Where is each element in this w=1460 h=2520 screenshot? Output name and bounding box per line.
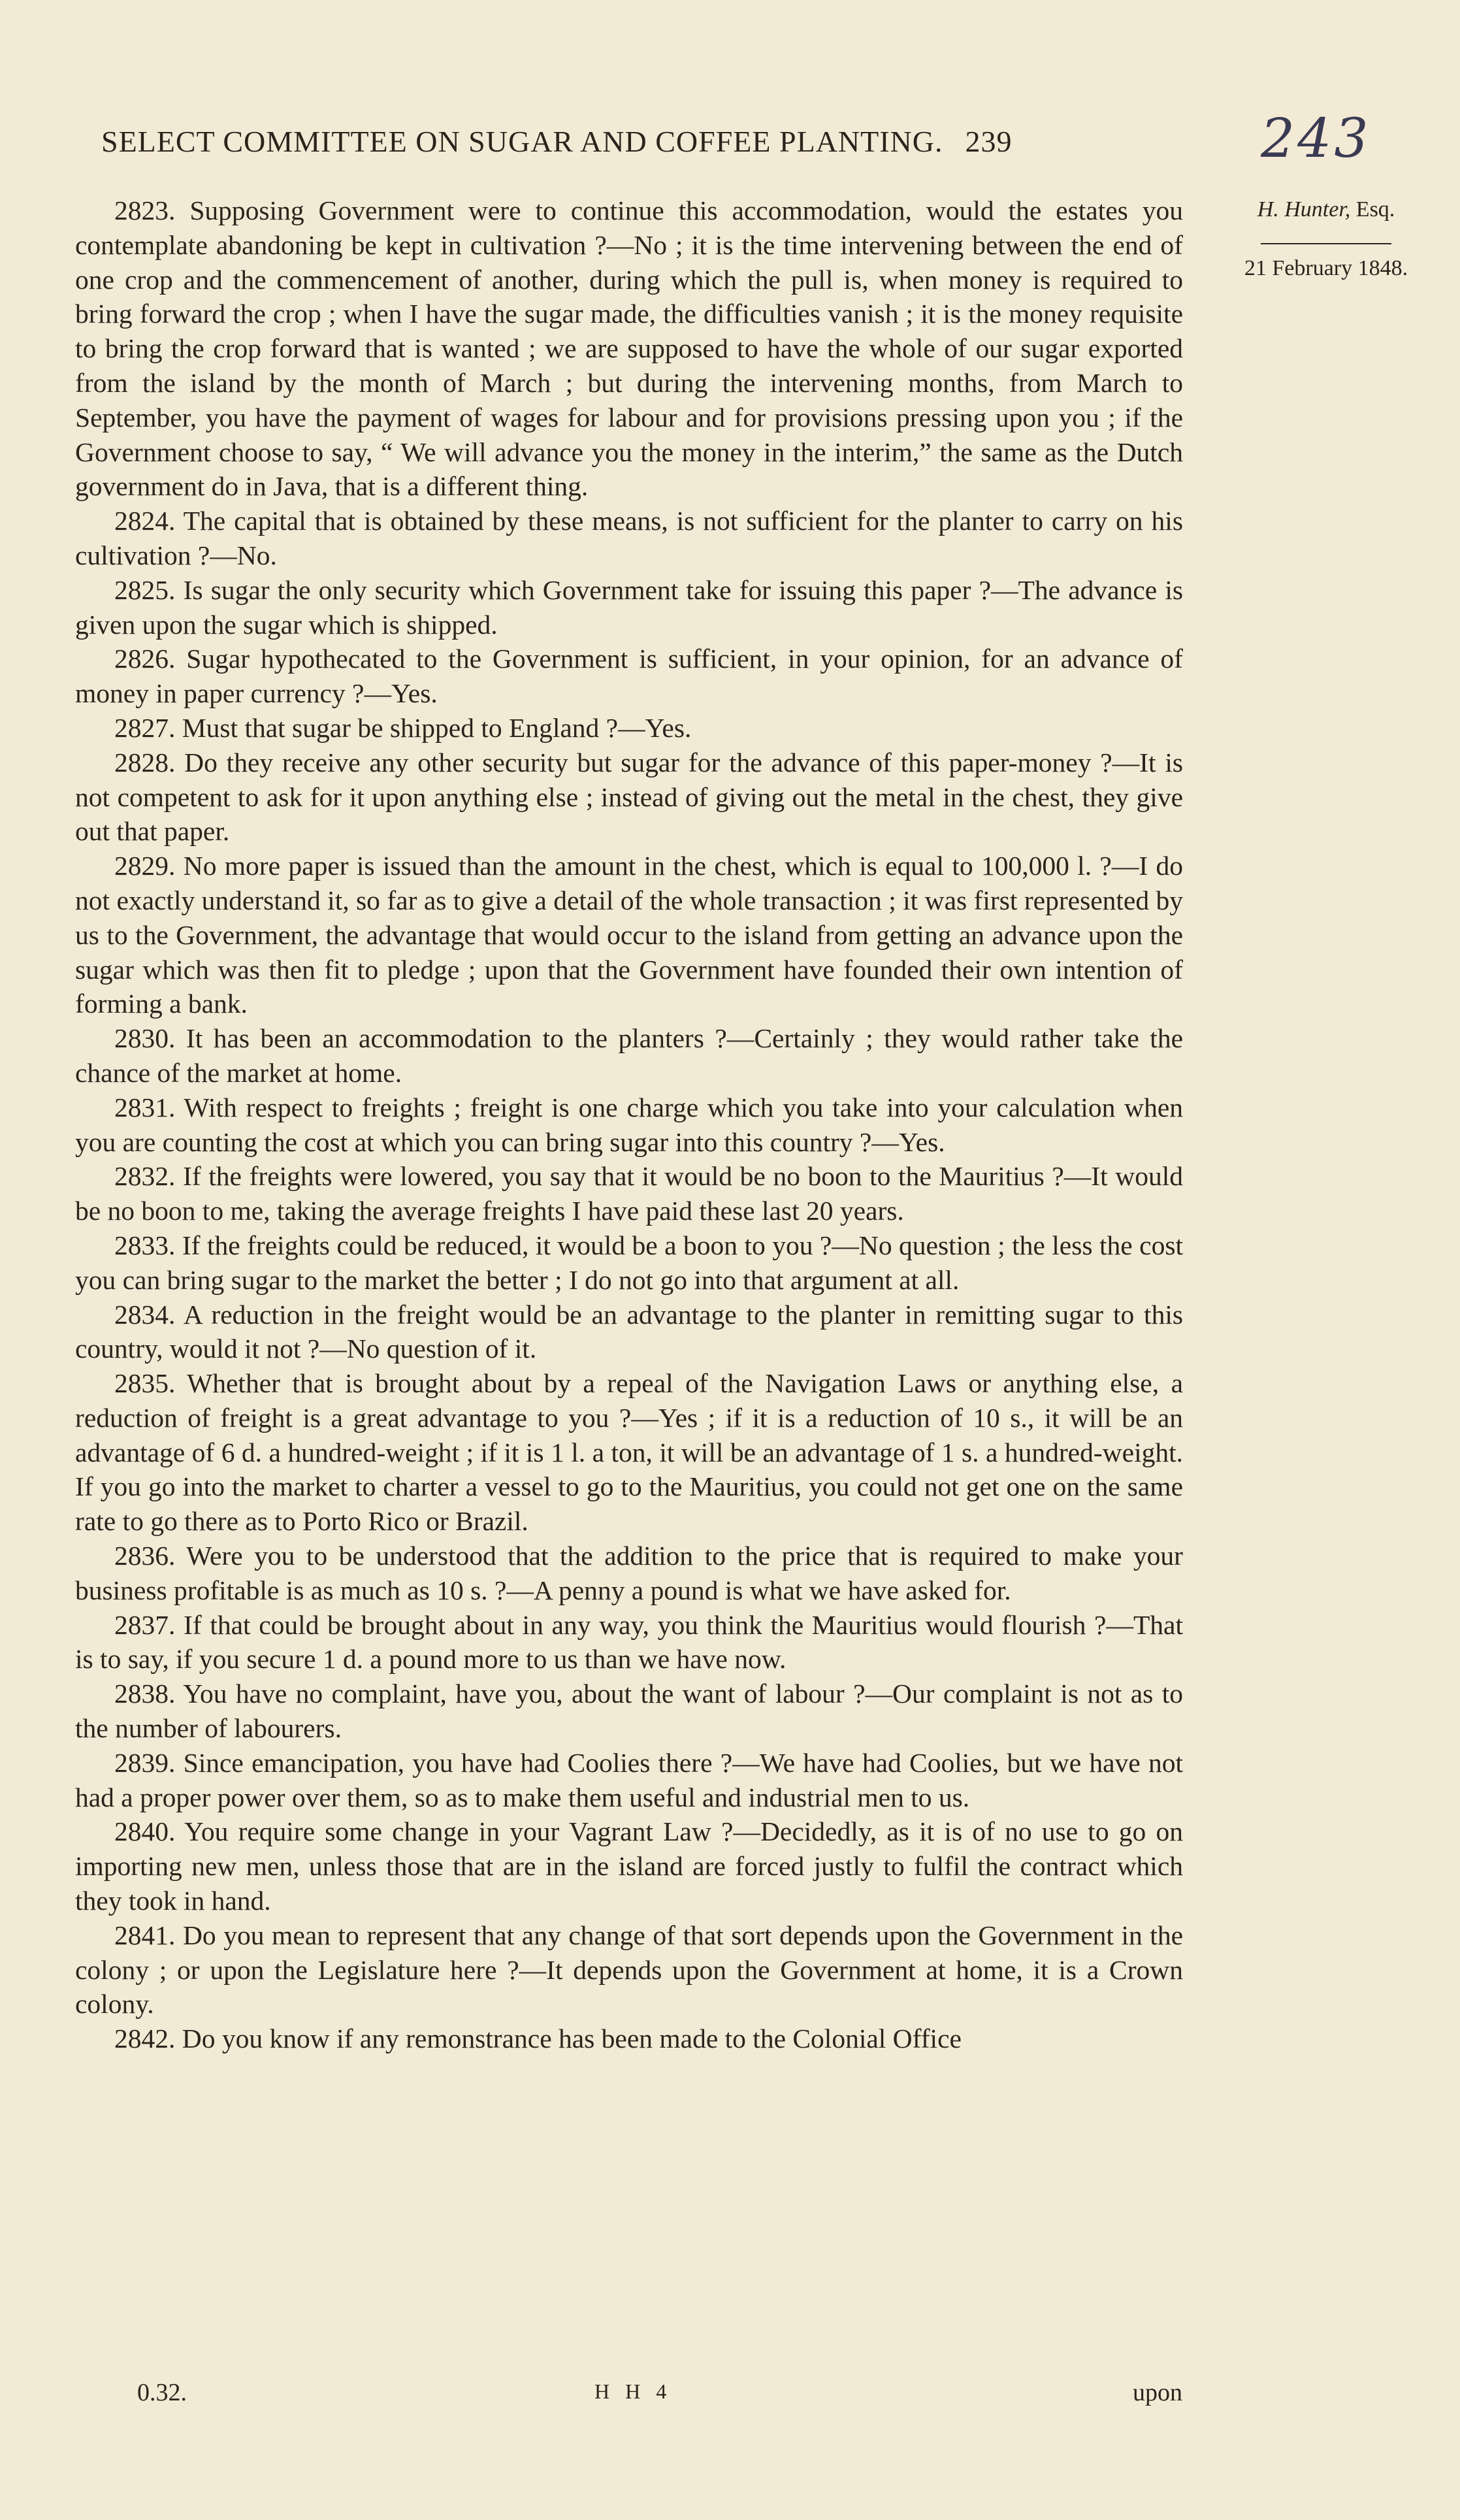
question-text: Sugar hypothecated to the Government is sufficient, in your opinion, for an advance of money in paper currency ?—Yes. xyxy=(75,644,1183,709)
question-paragraph xyxy=(75,1539,1183,1608)
question-number: 2824. xyxy=(114,506,176,536)
page-header xyxy=(101,124,1186,170)
signature-mark: H H 4 xyxy=(594,2380,672,2403)
question-text: If the freights could be reduced, it would be a boon to you ?—No question ; the less the cost you can bring sugar to the market the better ; I do not go into that argument at all. xyxy=(75,1230,1183,1295)
question-paragraph xyxy=(75,504,1183,573)
question-paragraph xyxy=(75,1608,1183,1677)
question-paragraph xyxy=(75,193,1183,504)
question-paragraph xyxy=(75,1677,1183,1746)
question-paragraph xyxy=(75,1298,1183,1367)
testimony-text xyxy=(75,193,1183,2056)
question-text: Since emancipation, you have had Coolies there ?—We have had Coolies, but we have not had a proper power over them, so as to make them useful and industrial men to us. xyxy=(75,1747,1183,1812)
question-text: If the freights were lowered, you say that it would be no boon to the Mauritius ?—It would be no boon to me, taking the average freights I have paid these last 20 years. xyxy=(75,1161,1183,1226)
question-text: Do you mean to represent that any change of that sort depends upon the Government in the colony ; or upon the Legislature here ?—It depends upon the Government at home, it is a Crown colony. xyxy=(75,1920,1184,2020)
question-number: 2842. xyxy=(114,2023,176,2054)
question-text: Supposing Government were to continue this accommodation, would the estates you contemplate abandoning be kept in cultivation ?—No ; it is the time intervening between the end of one crop and the commencement of another, during which the pull is, when money is required to bring forward the crop ; when I have the sugar made, the difficulties vanish ; it is the money requisite to bring the crop forward that is wanted ; we are supposed to have the whole of our sugar exported from the island by the month of March ; but during the intervening months, from March to September, you have the payment of wages for labour and for provisions pressing upon you ; if the Government choose to say, “ We will advance you the money in the interim,” the same as the Dutch government do in Java, that is a different thing. xyxy=(75,195,1183,502)
question-number: 2841. xyxy=(114,1920,176,1950)
question-text: Do they receive any other security but sugar for the advance of this paper-money ?—It is not competent to ask for it upon anything else ; instead of giving out the metal in the chest, they give out that paper. xyxy=(75,747,1184,847)
question-text: No more paper is issued than the amount in the chest, which is equal to 100,000 l. ?—I do not exactly understand it, so far as to give a detail of the whole transaction ; it was first represented by us to the Government, the advantage that would occur to the island from getting an advance upon the sugar which was then fit to pledge ; upon that the Government have founded their own intention of forming a bank. xyxy=(75,851,1183,1019)
question-text: You have no complaint, have you, about the want of labour ?—Our complaint is not as to the number of labourers. xyxy=(75,1678,1184,1744)
question-paragraph xyxy=(75,1814,1183,1918)
question-paragraph xyxy=(75,573,1183,642)
page-number: 239 xyxy=(965,125,1013,158)
question-number: 2835. xyxy=(114,1368,176,1399)
question-number: 2830. xyxy=(114,1023,176,1054)
question-number: 2837. xyxy=(114,1609,176,1640)
handwritten-folio-number: 243 xyxy=(1261,108,1371,170)
question-text: You require some change in your Vagrant Law ?—Decidedly, as it is of no use to go on importing new men, unless those that are in the island are forced justly to fulfil the contract which they took in hand. xyxy=(75,1816,1183,1916)
document-code: 0.32. xyxy=(137,2379,187,2406)
question-text: Whether that is brought about by a repeal of the Navigation Laws or anything else, a reduction of freight is a great advantage to you ?—Yes ; if it is a reduction of 10 s., it will be an advantage of 6 d. a hundred-weight ; if it is 1 l. a ton, it will be an advantage of 1 s. a hundred-weight. If you go into the market to charter a vessel to go to the Mauritius, you could not get one on the same rate to go there as to Porto Rico or Brazil. xyxy=(75,1368,1183,1537)
question-paragraph xyxy=(75,1918,1183,2021)
question-number: 2828. xyxy=(114,747,176,777)
question-paragraph xyxy=(75,1746,1183,1815)
question-text: A reduction in the freight would be an advantage to the planter in remitting sugar to this country, would it not ?—No question of it. xyxy=(75,1299,1183,1364)
question-paragraph xyxy=(75,849,1183,1021)
witness-sidenote xyxy=(1215,193,1437,285)
question-text: It has been an accommodation to the planters ?—Certainly ; they would rather take the chance of the market at home. xyxy=(75,1023,1184,1088)
question-number: 2834. xyxy=(114,1299,176,1330)
question-number: 2826. xyxy=(114,644,176,674)
question-number: 2836. xyxy=(114,1541,176,1571)
question-text: Is sugar the only security which Government take for issuing this paper ?—The advance is given upon the sugar which is shipped. xyxy=(75,574,1183,640)
question-number: 2825. xyxy=(114,574,176,605)
question-number: 2823. xyxy=(114,195,176,225)
page-footer xyxy=(137,2378,1182,2417)
hearing-date: 21 February 1848. xyxy=(1244,256,1408,280)
question-number: 2839. xyxy=(114,1747,176,1778)
question-number: 2832. xyxy=(114,1161,176,1192)
witness-name: H. Hunter, xyxy=(1257,197,1351,221)
catchword: upon xyxy=(1133,2379,1182,2406)
question-text: The capital that is obtained by these means, is not sufficient for the planter to carry on his cultivation ?—No. xyxy=(75,506,1183,570)
question-paragraph xyxy=(75,2021,1183,2056)
question-paragraph xyxy=(75,1090,1183,1160)
page-title: SELECT COMMITTEE ON SUGAR AND COFFEE PLANTING. xyxy=(101,125,943,158)
question-paragraph xyxy=(75,1366,1183,1539)
question-number: 2827. xyxy=(114,712,176,743)
question-paragraph xyxy=(75,745,1183,849)
question-number: 2838. xyxy=(114,1678,176,1709)
question-text: If that could be brought about in any way, you think the Mauritius would flourish ?—That is to say, if you secure 1 d. a pound more to us than we have now. xyxy=(75,1609,1183,1675)
question-number: 2829. xyxy=(114,851,176,881)
question-paragraph xyxy=(75,1228,1183,1298)
question-paragraph xyxy=(75,1159,1183,1228)
question-number: 2840. xyxy=(114,1816,176,1847)
question-paragraph xyxy=(75,1021,1183,1090)
witness-suffix: Esq. xyxy=(1355,197,1395,221)
question-number: 2831. xyxy=(114,1092,176,1122)
question-number: 2833. xyxy=(114,1230,176,1260)
question-paragraph xyxy=(75,711,1183,745)
question-paragraph xyxy=(75,642,1183,711)
question-text: Must that sugar be shipped to England ?—Yes. xyxy=(182,712,692,743)
question-text: Do you know if any remonstrance has been made to the Colonial Office xyxy=(182,2023,962,2054)
question-text: With respect to freights ; freight is one charge which you take into your calculation when you are counting the cost at which you can bring sugar into this country ?—Yes. xyxy=(75,1092,1183,1157)
question-text: Were you to be understood that the addition to the price that is required to make your business profitable is as much as 10 s. ?—A penny a pound is what we have asked for. xyxy=(75,1541,1183,1605)
sidenote-rule xyxy=(1261,243,1391,244)
